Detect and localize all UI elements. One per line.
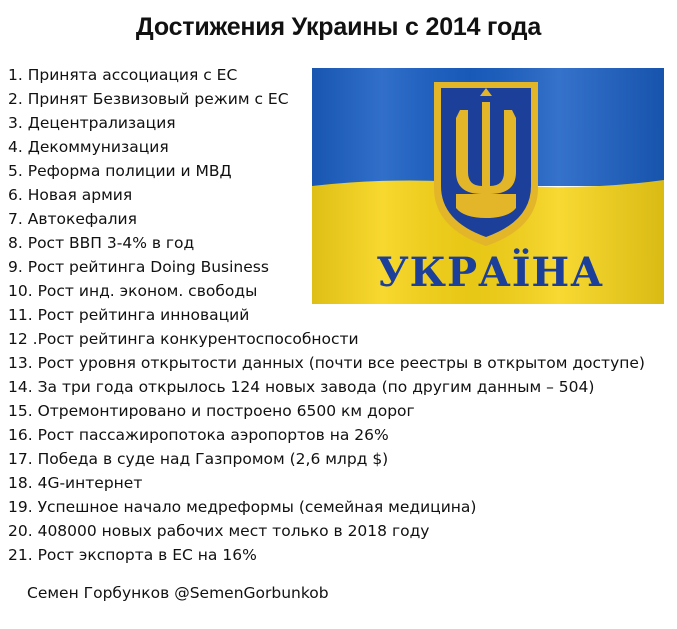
list-item: 13. Рост уровня открытости данных (почти все реестры в открытом доступе) [8,354,645,372]
list-item: 1. Принята ассоциация с ЕС [8,66,238,84]
list-item: 14. За три года открылось 124 новых завода (по другим данным – 504) [8,378,595,396]
list-item: 5. Реформа полиции и МВД [8,162,232,180]
list-item: 12 .Рост рейтинга конкурентоспособности [8,330,359,348]
list-item: 19. Успешное начало медреформы (семейная медицина) [8,498,477,516]
list-item: 15. Отремонтировано и построено 6500 км дорог [8,402,415,420]
list-item: 7. Автокефалия [8,210,137,228]
flag-caption: УКРАЇНА [376,249,604,296]
list-item: 11. Рост рейтинга инноваций [8,306,250,324]
list-item: 3. Децентрализация [8,114,176,132]
trident-emblem-icon [434,82,538,246]
list-item: 18. 4G-интернет [8,474,143,492]
list-item: 6. Новая армия [8,186,133,204]
list-item: 10. Рост инд. эконом. свободы [8,282,258,300]
list-item: 8. Рост ВВП 3-4% в год [8,234,195,252]
list-item: 17. Победа в суде над Газпромом (2,6 млрд $) [8,450,389,468]
ukraine-flag-image [312,68,664,304]
list-item: 9. Рост рейтинга Doing Business [8,258,269,276]
list-item: 20. 408000 новых рабочих мест только в 2018 году [8,522,430,540]
author-signature: Семен Горбунков @SemenGorbunkob [27,584,329,602]
list-item: 16. Рост пассажиропотока аэропортов на 26% [8,426,389,444]
list-item: 2. Принят Безвизовый режим с ЕС [8,90,289,108]
page-title: Достижения Украины с 2014 года [135,13,542,41]
list-item: 21. Рост экспорта в ЕС на 16% [8,546,257,564]
list-item: 4. Декоммунизация [8,138,169,156]
